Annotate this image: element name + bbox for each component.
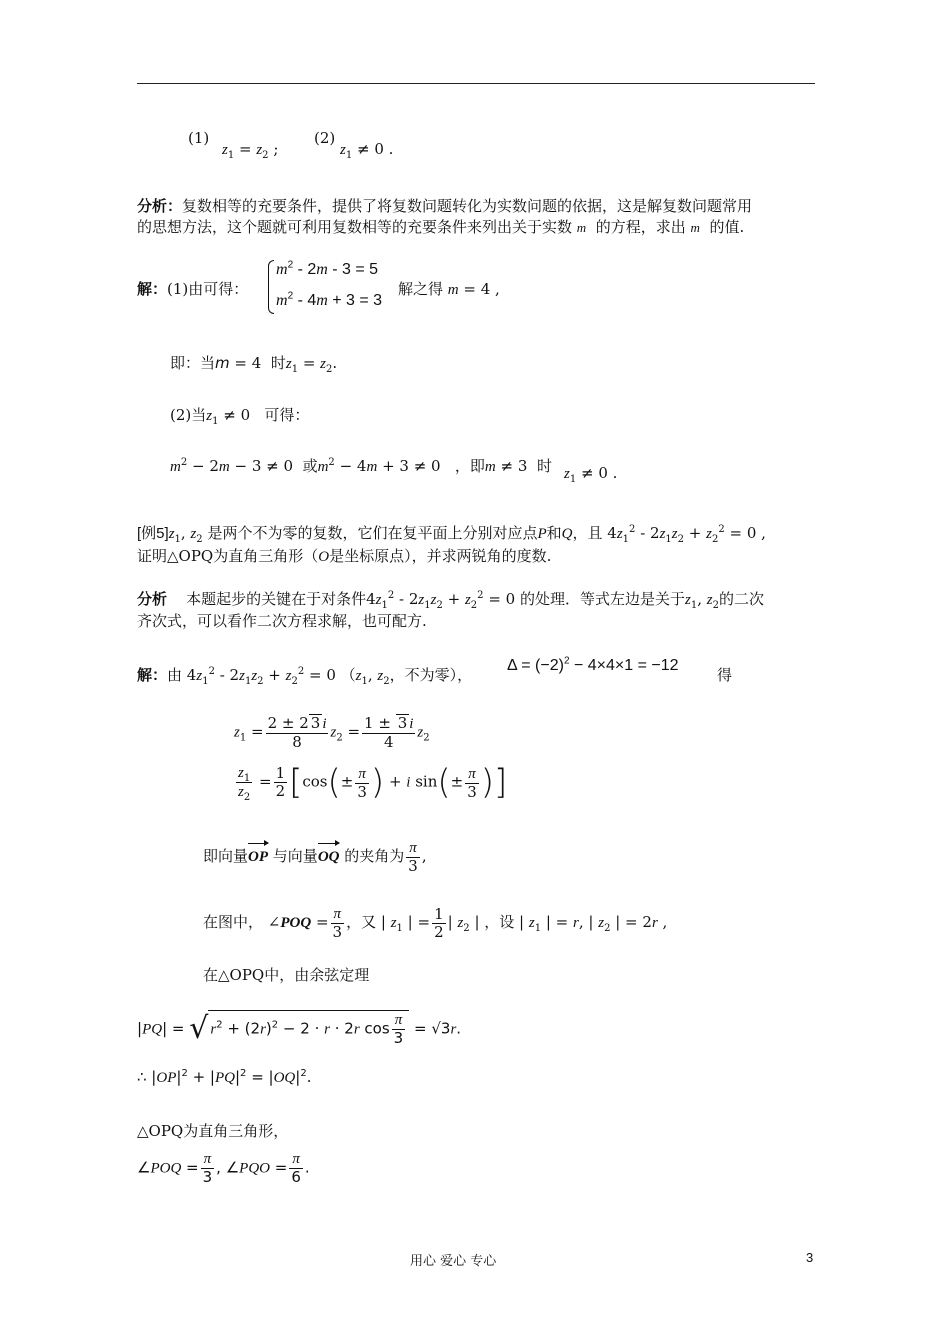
analysis2-line1: 分析 本题起步的关键在于对条件$4z_1^2 - 2z_1z_2 + z_2^2 = 0$ 的处理．等式左边是关于$z_1$, $z_2$的二次	[137, 590, 764, 611]
example5-text1: 是两个不为零的复数，它们在复平面上分别对应点	[207, 524, 538, 542]
example5-text2b: 是坐标原点），并求两锐角的度数.	[329, 547, 552, 565]
solution1-line1	[137, 278, 248, 300]
example5-qie: ，且	[572, 524, 603, 542]
analysis2-text1b: 的处理．等式左边是关于	[519, 590, 685, 608]
solve-text: 解之得	[398, 280, 444, 298]
angles-line: ∠POQ = $\frac{\pi}{3}$ , ∠PQO = $\frac{\pi}{6}$ .	[137, 1151, 310, 1186]
analysis1-text1: 复数相等的充要条件，提供了将复数问题转化为实数问题的依据，这是解复数问题常用	[182, 197, 753, 215]
delta-line: $\Delta = (-2)^2 - 4\times 4\times 1 = -12$	[507, 655, 679, 674]
inequality-end: $z_1 \ne 0$ .	[564, 464, 618, 485]
vector-text2: 与向量	[272, 847, 318, 865]
item-1-label: (1)	[188, 129, 210, 147]
ratio-line: $\frac{z_1}{z_2}$ = $\frac{1}{2}$ [cos(± $\frac{\pi}{3}$ ) + i sin(± $\frac{\pi}{3}$ )]	[238, 762, 508, 803]
example5-line1: [例$5]z_1$, $z_2$ 是两个不为零的复数，它们在复平面上分别对应点P和Q，且 $4z_1^2 - 2z_1z_2 + z_2^2 = 0$ ,	[137, 524, 766, 545]
system-eq2: $m^2 - 4m + 3 = 3$	[276, 290, 383, 309]
example5-line2: 证明△OPQ为直角三角形（O是坐标原点），并求两锐角的度数.	[137, 547, 552, 565]
solution1-part1: (1)由可得：	[167, 280, 249, 298]
vector-text1: 即向量	[203, 847, 249, 865]
shi2-text: 时	[536, 457, 552, 475]
vector-line: 即向量OP 与向量OQ 的夹角为 $\frac{\pi}{3}$ ,	[203, 840, 427, 875]
page-number: 3	[806, 1250, 814, 1265]
vector-op: OP	[248, 846, 268, 868]
item-2-label: (2)	[314, 129, 336, 147]
inequality-line: $m^2 - 2m - 3 \ne 0$ 或$m^2 - 4m + 3 \ne 0$ ，即m ≠ 3 时	[170, 457, 552, 475]
header-rule	[137, 83, 815, 84]
solve-result: 解之得 m = 4 ,	[398, 280, 500, 298]
analysis2-text2: 齐次式，可以看作二次方程求解，也可配方.	[137, 612, 427, 630]
when-text: 即：当	[170, 354, 216, 372]
system-brace	[268, 260, 274, 314]
shi-text: 时	[270, 354, 286, 372]
vector-text3: 的夹角为	[344, 847, 405, 865]
huo-text: 或	[302, 457, 318, 475]
condition-eq2: $z_1 \ne 0$ .	[340, 140, 394, 161]
item-2	[314, 127, 335, 149]
analysis1-text2a: 的思想方法，这个题就可利用复数相等的充要条件来列出关于实数	[137, 218, 573, 236]
condition-line	[188, 127, 209, 149]
analysis2-text1c: 的二次	[718, 590, 764, 608]
conclude-text: △OPQ为直角三角形，	[137, 1122, 289, 1140]
solution2-nonzero: ，不为零），	[389, 666, 473, 684]
pq-line: |PQ| = √ $r^2 + (2r)^2 - 2 \cdot r \cdot 2r$ cos $\frac{\pi}{3}$ = √3r.	[137, 1011, 462, 1047]
de-text: 得	[717, 666, 733, 684]
therefore-line: ∴ $|OP|^2 + |PQ|^2 = |OQ|^2$.	[137, 1068, 312, 1086]
figure-line: 在图中， ∠POQ = $\frac{\pi}{3}$ ，又 | $z_1$ | = $\frac{1}{2}$ | $z_2$ | ，设 | $z_1$ | = r, | $z_2$ | = 2r ,	[203, 904, 668, 941]
analysis2-text1a: 本题起步的关键在于对条件	[186, 590, 367, 608]
analysis1-text2b: 的方程，求出	[595, 218, 686, 236]
analysis1-line1	[137, 195, 752, 217]
system-eq1: $m^2 - 2m - 3 = 5$	[276, 259, 379, 278]
root-line: $z_1$ = $\frac{2 \pm 2 3 i}{8}$ $z_2$ = $\frac{1 \pm 3 i}{4}$ $z_2$	[234, 714, 430, 751]
intext: 在图中，	[203, 913, 264, 931]
analysis2-line2	[137, 610, 427, 632]
ji-text: ，即	[454, 457, 485, 475]
analysis1-line2: 的思想方法，这个题就可利用复数相等的充要条件来列出关于实数 m 的方程，求出 m 的值.	[137, 218, 745, 236]
analysis1-label: 分析：	[137, 197, 183, 215]
example5-label: [例5]	[137, 525, 169, 542]
when-line: 即：当m = 4 时$z_1 = z_2$.	[170, 354, 338, 375]
footer-center: 用心 爱心 专心	[410, 1254, 497, 1269]
vector-oq: OQ	[318, 846, 340, 868]
she-text: ，设	[484, 913, 515, 931]
triangle-line	[203, 964, 369, 986]
example5-he: 和	[546, 524, 562, 542]
kede-text: 可得：	[264, 406, 310, 424]
tri-text: 在△OPQ中，由余弦定理	[203, 966, 370, 984]
part2-text: (2)当	[170, 406, 207, 424]
analysis1-text2c: 的值.	[709, 218, 745, 236]
solution2-label: 解：	[137, 666, 168, 684]
solution2-line1: 解：由 $4z_1^2 - 2z_1z_2 + z_2^2 = 0$ （$z_1$, $z_2$，不为零），	[137, 666, 473, 687]
conclude-line	[137, 1120, 288, 1142]
condition-eq1: $z_1 = z_2$ ;	[222, 140, 279, 161]
part2-line: (2)当$z_1 \ne 0$ 可得：	[170, 406, 310, 427]
solution1-label: 解：	[137, 280, 168, 298]
analysis2-label: 分析	[137, 590, 168, 608]
example5-text2: 证明△OPQ为直角三角形（	[137, 547, 319, 565]
you2-text: ，又	[346, 913, 377, 931]
solution2-you: 由	[167, 666, 183, 684]
